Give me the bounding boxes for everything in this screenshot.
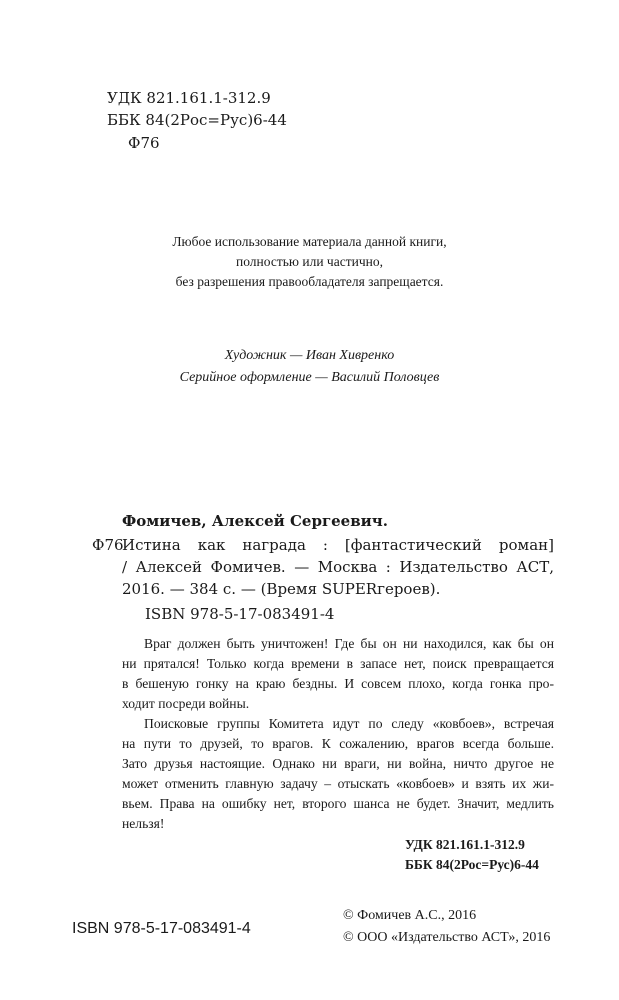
- annot-line: нельзя!: [122, 816, 165, 831]
- notice-line: Любое использование материала данной книги,: [172, 234, 447, 249]
- desc-line: / Алексей Фомичев. — Москва : Издательство АСТ,: [122, 558, 554, 576]
- notice-line: полностью или частично,: [236, 254, 383, 269]
- credit-series-design: Серийное оформление — Василий Половцев: [179, 370, 440, 385]
- author-heading: Фомичев, Алексей Сергеевич.: [122, 512, 388, 530]
- annot-line: Поисковые группы Комитета идут по следу «ковбоев», встречая: [144, 716, 554, 731]
- bbk-code: ББК 84(2Рос=Рус)6-44: [107, 111, 287, 129]
- udk-code: УДК 821.161.1-312.9: [107, 89, 271, 107]
- footer-isbn: ISBN 978-5-17-083491-4: [72, 920, 251, 937]
- annot-line: на пути то друзей, то врагов. К сожалению, врагов всегда больше.: [122, 736, 554, 751]
- annot-line: Враг должен быть уничтожен! Где бы он ни находился, как бы он: [144, 636, 554, 651]
- udk-code-bold: УДК 821.161.1-312.9: [405, 837, 525, 852]
- bbk-code-bold: ББК 84(2Рос=Рус)6-44: [405, 857, 539, 872]
- annot-line: может отменить главную задачу – отыскать «ковбоев» и взять их жи-: [122, 776, 554, 791]
- annotation: [122, 634, 554, 834]
- annot-line: вьем. Права на ошибку нет, второго шанса не будет. Значит, медлить: [122, 796, 554, 811]
- annot-line: в бешеную гонку на краю бездны. И совсем плохо, когда гонка про-: [122, 676, 554, 691]
- copyright-notice: [0, 232, 619, 292]
- bib-sign: Ф76: [92, 536, 124, 554]
- notice-line: без разрешения правообладателя запрещается.: [175, 274, 444, 289]
- bib-isbn: ISBN 978-5-17-083491-4: [145, 605, 335, 623]
- annot-line: ходит посреди войны.: [122, 696, 250, 711]
- desc-line: Истина как награда : [фантастический роман]: [122, 536, 554, 554]
- copyright-publisher: © ООО «Издательство АСТ», 2016: [343, 930, 551, 945]
- annot-line: ни прятался! Только когда времени в запасе нет, поиск превращается: [122, 656, 554, 671]
- annot-line: Зато друзья настоящие. Однако ни враги, ни война, ничто другое не: [122, 756, 554, 771]
- author-sign: Ф76: [128, 134, 160, 152]
- credit-artist: Художник — Иван Хивренко: [224, 348, 395, 363]
- bib-description: [122, 534, 554, 600]
- desc-line: 2016. — 384 с. — (Время SUPERгероев).: [122, 580, 441, 598]
- copyright-author: © Фомичев А.С., 2016: [343, 908, 477, 923]
- credits: [0, 345, 619, 389]
